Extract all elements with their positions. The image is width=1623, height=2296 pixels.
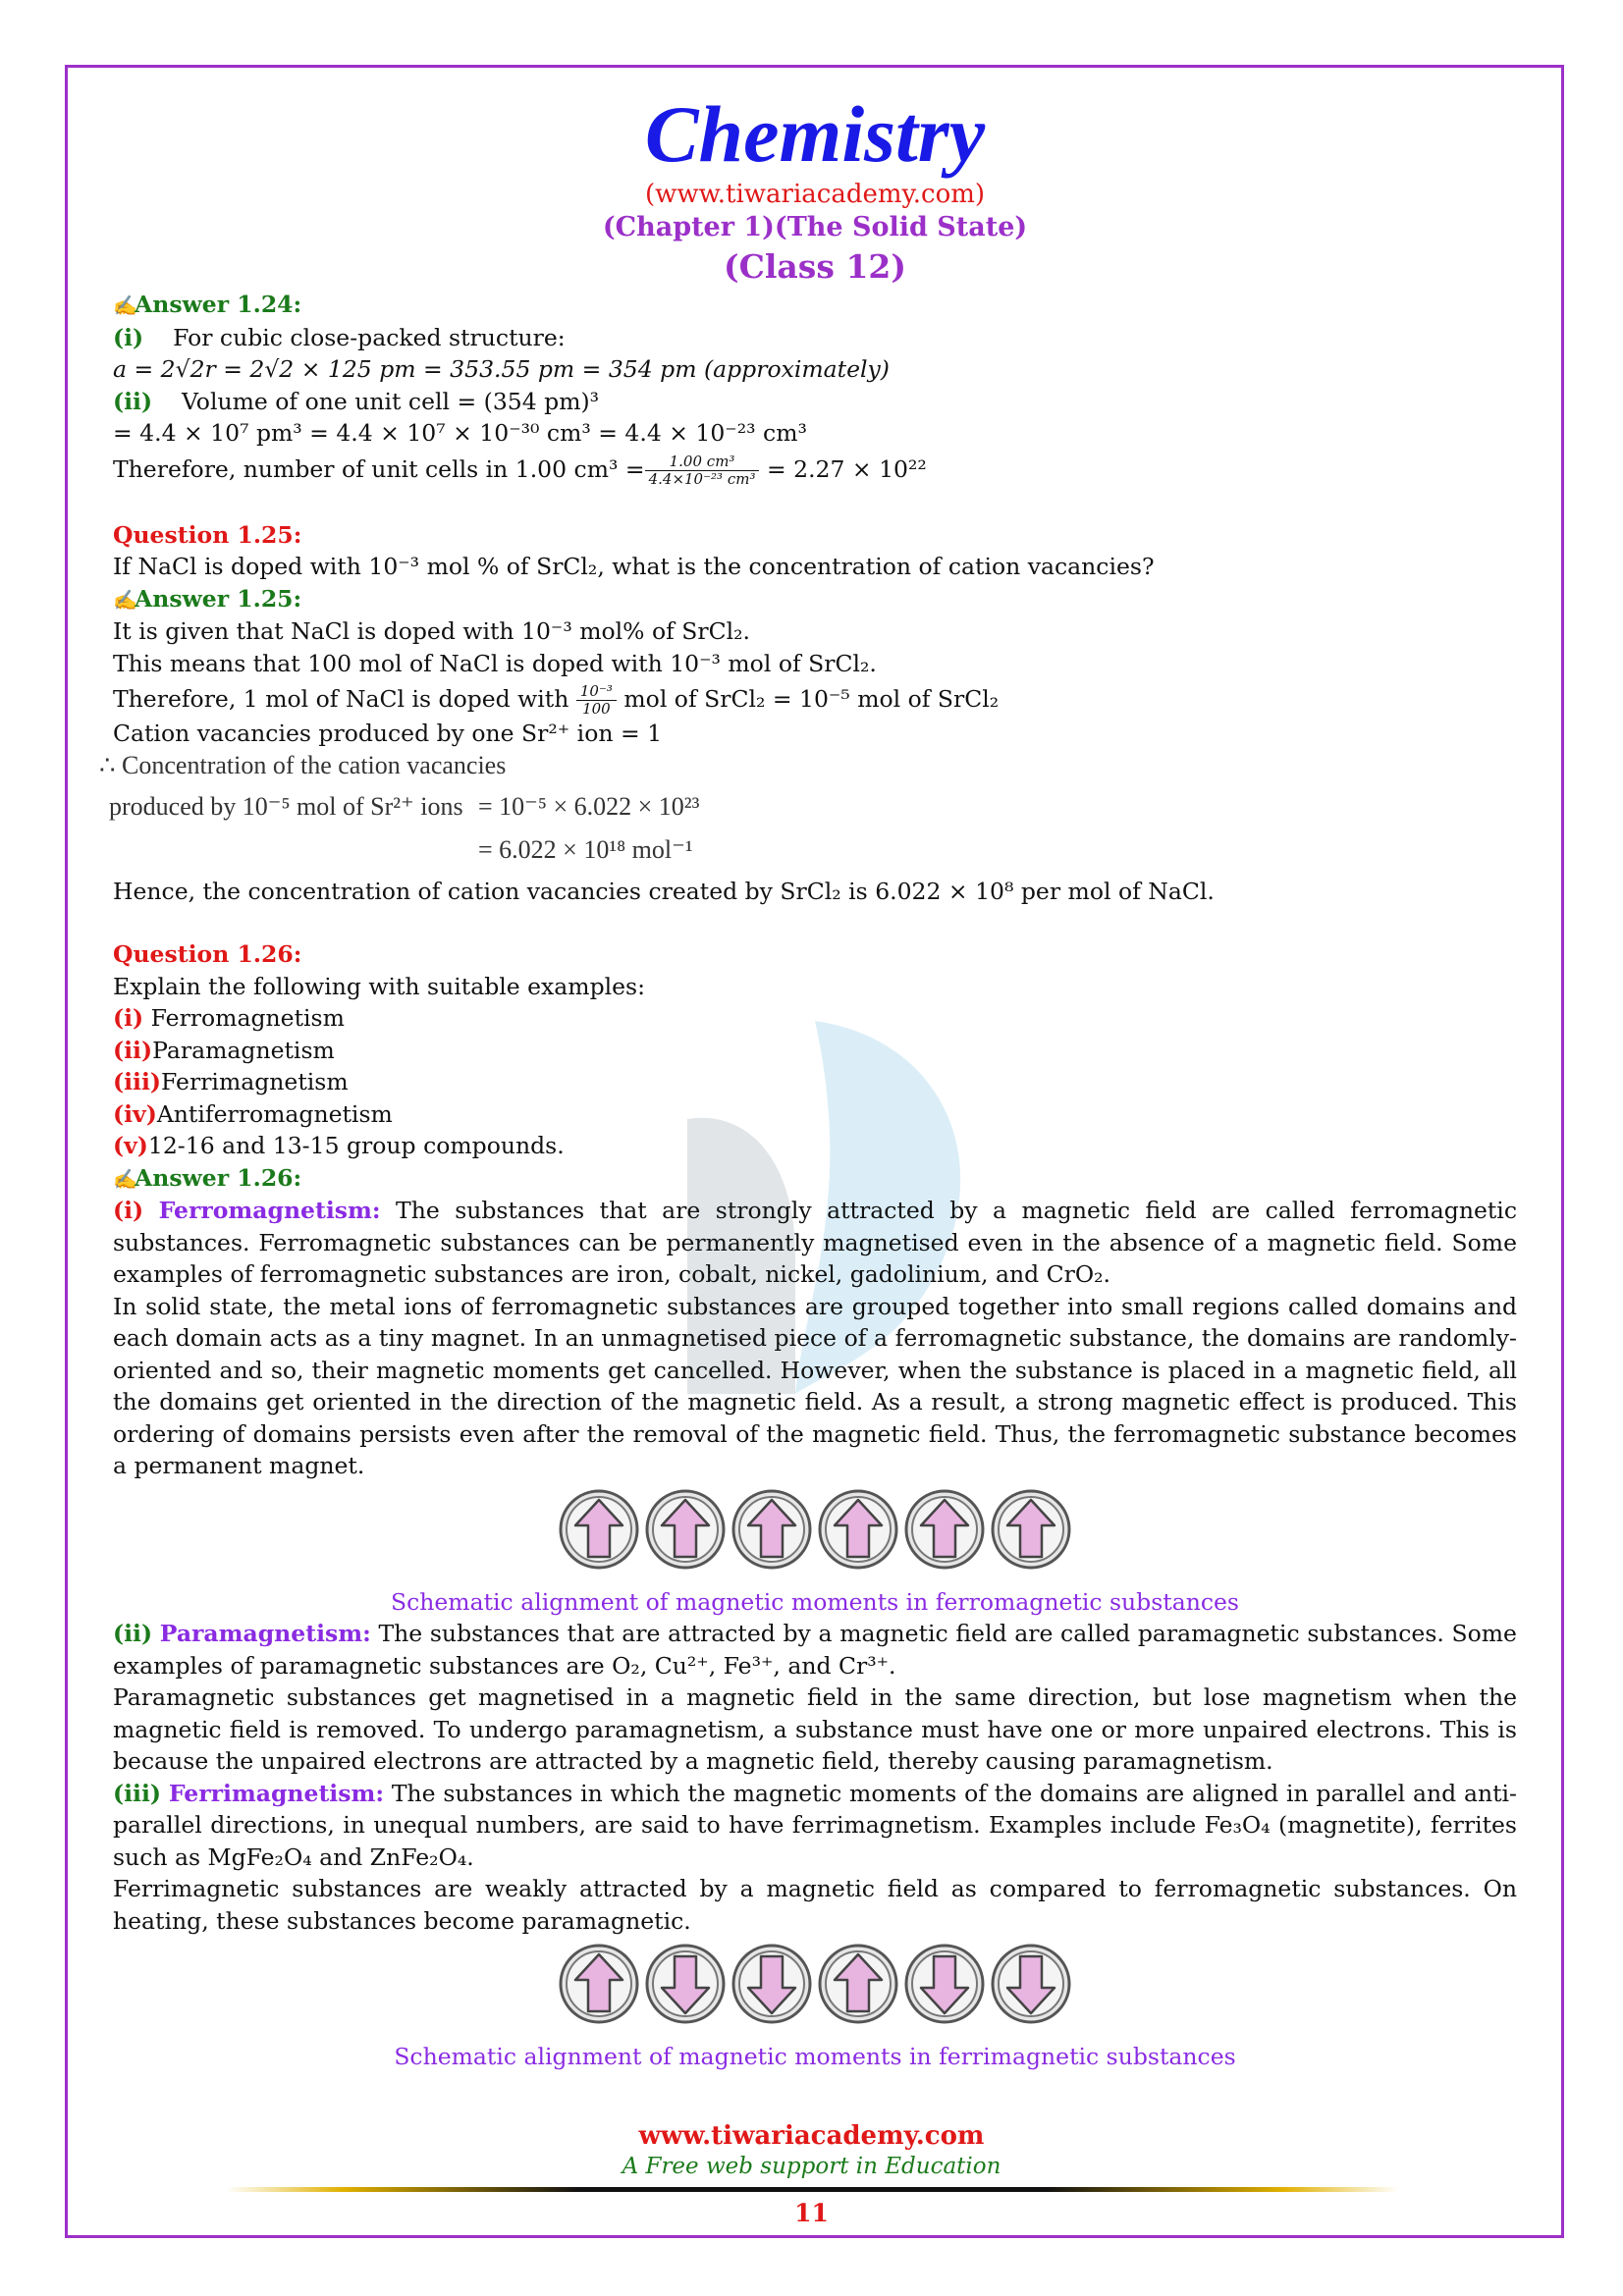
page-content: [99, 84, 1517, 2073]
denominator: 100: [582, 700, 611, 718]
paragraph: Paramagnetic substances get magnetised in a magnetic field in the same direction, but lose magnetism when the magnetic field is removed. To undergo paramagnetism, a substance must have one or more unpaired electrons. This is because the unpaired electrons are attracted by a magnetic field, thereby causing paramagnetism.: [113, 1683, 1517, 1775]
arrow-up-icon: [817, 1943, 899, 2025]
part-label: (ii): [113, 1620, 153, 1647]
arrow-up-icon: [558, 1488, 640, 1571]
term: Ferrimagnetism:: [168, 1779, 384, 1807]
arrow-up-icon: [558, 1943, 640, 2025]
item-text: Ferromagnetism: [143, 1004, 345, 1032]
figure-caption: Schematic alignment of magnetic moments in ferrimagnetic substances: [394, 2043, 1236, 2070]
equation-image: [99, 750, 1517, 876]
equation-line: = 6.022 × 10¹⁸ mol⁻¹: [478, 834, 693, 864]
footer-tagline: A Free web support in Education: [622, 2154, 1001, 2179]
class-heading: (Class 12): [724, 247, 906, 286]
term: Paramagnetism:: [159, 1620, 371, 1647]
denominator: 4.4×10⁻²³ cm³: [648, 469, 756, 488]
paragraph: In solid state, the metal ions of ferromagnetic substances are grouped together into small regions called domains and each domain acts as a tiny magnet. In an unmagnetised piece of a ferromagnetic substance, the domains are randomly-oriented and so, their magnetic moments get cancelled. However, when the substance is placed in a magnetic field, all the domains get oriented in the direction of the magnetic field. As a result, a strong magnetic effect is produced. This ordering of domains persists even after the removal of the magnetic field. Thus, the ferromagnetic substance becomes a permanent magnet.: [113, 1292, 1517, 1479]
item-tag: (iii): [113, 1068, 162, 1095]
pencil-icon: ✍: [113, 587, 137, 612]
website-link[interactable]: (www.tiwariacademy.com): [644, 180, 986, 209]
paragraph: [113, 1195, 1517, 1291]
question-text: If NaCl is doped with 10⁻³ mol % of SrCl₂, what is the concentration of cation vacancies?: [113, 553, 1155, 580]
text: The substances that are attracted by a magnetic field are called paramagnetic substances. Some examples of paramagnetic substances are O₂, Cu²⁺, Fe³⁺, and Cr³⁺.: [113, 1620, 1517, 1680]
figure-caption: Schematic alignment of magnetic moments in ferromagnetic substances: [391, 1587, 1239, 1616]
item-tag: (ii): [113, 1036, 153, 1064]
page-title: Chemistry: [644, 89, 986, 179]
equation-line: = 10⁻⁵ × 6.022 × 10²³: [478, 791, 700, 821]
text: It is given that NaCl is doped with 10⁻³ mol% of SrCl₂.: [113, 617, 750, 645]
answer-label: Answer 1.25:: [135, 584, 302, 613]
part-label: (i): [113, 1197, 144, 1224]
text: The substances in which the magnetic moments of the domains are aligned in parallel and anti-parallel directions, in unequal numbers, are said to have ferrimagnetism. Examples include Fe₃O₄ (magnetite), ferrites such as MgFe₂O₄ and ZnFe₂O₄.: [113, 1779, 1517, 1871]
list-item: [113, 1098, 1517, 1131]
question-label: Question 1.25:: [113, 520, 302, 549]
arrow-up-icon: [730, 1488, 813, 1571]
term: Ferromagnetism:: [158, 1197, 381, 1224]
arrow-down-icon: [730, 1943, 813, 2025]
fraction: [645, 454, 760, 488]
fraction: [576, 683, 617, 718]
question-1-26: [113, 938, 1517, 2073]
text: = 4.4 × 10⁷ pm³ = 4.4 × 10⁷ × 10⁻³⁰ cm³ = 4.4 × 10⁻²³ cm³: [113, 419, 807, 447]
item-tag: (v): [113, 1132, 148, 1159]
page-number: 11: [794, 2199, 829, 2227]
footer-divider: [226, 2187, 1399, 2192]
text: = 2.27 × 10²²: [766, 454, 927, 483]
paragraph: [113, 1618, 1517, 1682]
list-item: [113, 1002, 1517, 1035]
text: The substances that are strongly attracted by a magnetic field are called ferromagnetic substances. Ferromagnetic substances can be permanently magnetised even in the absence of a magnetic field. Some examples of ferromagnetic substances are iron, cobalt, nickel, gadolinium, and CrO₂.: [113, 1197, 1517, 1288]
arrow-down-icon: [990, 1943, 1072, 2025]
question-label: Question 1.26:: [113, 940, 302, 968]
page-header: [113, 90, 1517, 289]
answer-label: Answer 1.26:: [135, 1163, 302, 1192]
footer-url[interactable]: www.tiwariacademy.com: [638, 2121, 985, 2151]
item-text: 12-16 and 13-15 group compounds.: [147, 1132, 565, 1159]
part-label: (iii): [113, 1779, 162, 1807]
text: Hence, the concentration of cation vacancies created by SrCl₂ is 6.022 × 10⁸ per mol of NaCl.: [113, 877, 1215, 905]
pencil-icon: ✍: [113, 294, 137, 317]
arrow-up-icon: [644, 1488, 727, 1571]
paragraph: [113, 1778, 1517, 1874]
numerator: 10⁻³: [576, 683, 617, 701]
item-text: Antiferromagnetism: [156, 1099, 393, 1128]
part-label: (ii): [113, 387, 153, 415]
arrow-down-icon: [903, 1943, 986, 2025]
paragraph: Ferrimagnetic substances are weakly attracted by a magnetic field as compared to ferromagnetic substances. On heating, these substances become paramagnetic.: [113, 1875, 1517, 1935]
ferrimagnetic-diagram: [113, 1943, 1517, 2033]
text: Therefore, 1 mol of NaCl is doped with: [113, 685, 569, 713]
text: mol of SrCl₂ = 10⁻⁵ mol of SrCl₂: [623, 685, 1000, 713]
part-label: (i): [113, 323, 144, 351]
numerator: 1.00 cm³: [645, 454, 760, 471]
text: For cubic close-packed structure:: [173, 323, 566, 351]
answer-label: Answer 1.24:: [135, 291, 302, 318]
item-text: Paramagnetism: [152, 1036, 335, 1064]
text: Cation vacancies produced by one Sr²⁺ ion = 1: [113, 720, 663, 747]
equation-line: produced by 10⁻⁵ mol of Sr²⁺ ions: [109, 791, 463, 821]
ferromagnetic-diagram: [113, 1488, 1517, 1578]
item-tag: (iv): [113, 1099, 157, 1128]
text: This means that 100 mol of NaCl is doped with 10⁻³ mol of SrCl₂.: [113, 649, 877, 677]
item-tag: (i): [113, 1004, 144, 1032]
formula: a = 2√2r = 2√2 × 125 pm = 353.55 pm = 354 pm (approximately): [113, 355, 890, 383]
arrow-down-icon: [644, 1943, 727, 2025]
text: Volume of one unit cell = (354 pm)³: [181, 387, 600, 415]
answer-1-24: [113, 289, 1517, 488]
page-footer: [0, 2120, 1623, 2181]
arrow-up-icon: [903, 1488, 986, 1571]
arrow-up-icon: [817, 1488, 899, 1571]
item-text: Ferrimagnetism: [161, 1068, 349, 1095]
question-1-25: [99, 519, 1517, 908]
text: Therefore, number of unit cells in 1.00 cm³ =: [113, 454, 645, 483]
equation-line: ∴ Concentration of the cation vacancies: [99, 750, 507, 779]
pencil-icon: ✍: [113, 1166, 137, 1191]
list-item: [113, 1130, 1517, 1162]
arrow-up-icon: [990, 1488, 1072, 1571]
list-item: [113, 1035, 1517, 1067]
chapter-heading: (Chapter 1)(The Solid State): [602, 212, 1028, 242]
question-text: Explain the following with suitable examples:: [113, 972, 646, 1000]
list-item: [113, 1066, 1517, 1098]
